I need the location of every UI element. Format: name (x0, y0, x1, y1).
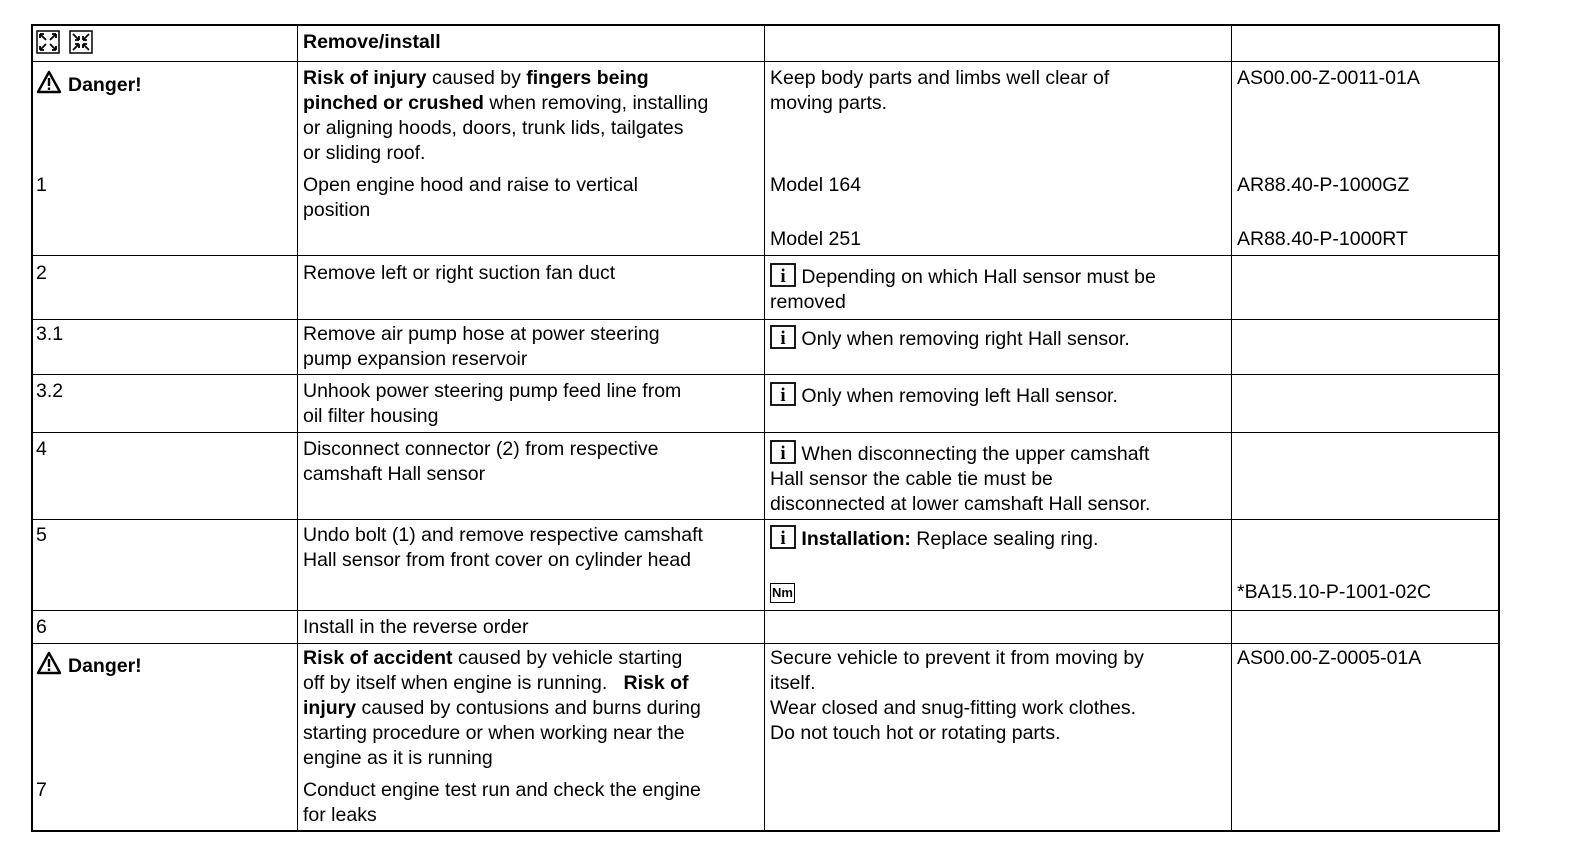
danger-description: Risk of accident caused by vehicle starting off by itself when engine is running. Risk of injury caused by contusions and burns during starting procedure or when working near the engine as it is running (303, 647, 701, 769)
reference-link[interactable]: AR88.40-P-1000GZ (1237, 174, 1410, 196)
step-description: Conduct engine test run and check the engine for leaks (303, 779, 701, 826)
step-number: 4 (36, 438, 47, 460)
step-note: Model 251 (770, 228, 862, 250)
svg-text:i: i (780, 266, 786, 287)
row-divider (33, 255, 1498, 256)
row-divider (33, 374, 1498, 375)
step-description: Disconnect connector (2) from respective camshaft Hall sensor (303, 438, 659, 485)
danger-note: Keep body parts and limbs well clear of moving parts. (770, 67, 1110, 114)
information-icon (770, 440, 796, 464)
step-number: 2 (36, 262, 47, 284)
step-note: i Depending on which Hall sensor must be removed (770, 263, 1156, 315)
column-divider (297, 26, 298, 830)
danger-label (36, 70, 142, 98)
row-divider (33, 643, 1498, 644)
step-note: i Only when removing left Hall sensor. (770, 382, 1118, 409)
row-divider (33, 319, 1498, 320)
warning-icon (36, 70, 62, 94)
step-description: Install in the reverse order (303, 616, 529, 638)
step-note: i Installation: Replace sealing ring. (770, 525, 1098, 552)
step-number: 5 (36, 524, 47, 546)
reference-link[interactable]: *BA15.10-P-1001-02C (1237, 581, 1432, 603)
step-note: i Only when removing right Hall sensor. (770, 325, 1130, 352)
page-title: Remove/install (303, 31, 441, 53)
step-number: 1 (36, 174, 47, 196)
row-divider (33, 519, 1498, 520)
warning-icon (36, 651, 62, 675)
row-divider (33, 61, 1498, 62)
fullscreen-expand-icon[interactable] (36, 29, 100, 55)
row-divider (33, 610, 1498, 611)
information-icon (770, 525, 796, 549)
danger-note: Secure vehicle to prevent it from moving by itself. Wear closed and snug-fitting work clothes. Do not touch hot or rotating parts. (770, 647, 1144, 744)
step-note: i When disconnecting the upper camshaft Hall sensor the cable tie must be disconnected at lower camshaft Hall sensor. (770, 440, 1150, 517)
step-description: Remove air pump hose at power steering pump expansion reservoir (303, 323, 660, 370)
row-divider (33, 432, 1498, 433)
svg-text:i: i (780, 528, 786, 549)
information-icon (770, 325, 796, 349)
step-description: Remove left or right suction fan duct (303, 262, 616, 284)
step-number: 7 (36, 779, 47, 801)
step-description: Unhook power steering pump feed line from oil filter housing (303, 380, 682, 427)
column-divider (1231, 26, 1232, 830)
torque-icon[interactable]: Nm (770, 579, 795, 604)
danger-reference-link[interactable]: AS00.00-Z-0011-01A (1237, 67, 1420, 89)
procedure-table (31, 24, 1500, 832)
danger-description: Risk of injury caused by fingers being pinched or crushed when removing, installing or aligning hoods, doors, trunk lids, tailgates or sliding roof. (303, 67, 709, 164)
step-number: 3.2 (36, 380, 64, 402)
reference-link[interactable]: AR88.40-P-1000RT (1237, 228, 1408, 250)
danger-label (36, 651, 142, 679)
svg-text:i: i (780, 443, 786, 464)
svg-text:i: i (780, 385, 786, 406)
step-description: Open engine hood and raise to vertical position (303, 174, 638, 221)
step-description: Undo bolt (1) and remove respective camshaft Hall sensor from front cover on cylinder head (303, 524, 703, 571)
information-icon (770, 382, 796, 406)
danger-text: Danger! (68, 655, 142, 677)
step-note: Model 164 (770, 174, 862, 196)
svg-text:i: i (780, 328, 786, 349)
step-number: 6 (36, 616, 47, 638)
column-divider (764, 26, 765, 830)
step-number: 3.1 (36, 323, 64, 345)
information-icon (770, 263, 796, 287)
danger-text: Danger! (68, 74, 142, 96)
danger-reference-link[interactable]: AS00.00-Z-0005-01A (1237, 647, 1422, 669)
view-toggle-icons[interactable] (36, 29, 100, 62)
